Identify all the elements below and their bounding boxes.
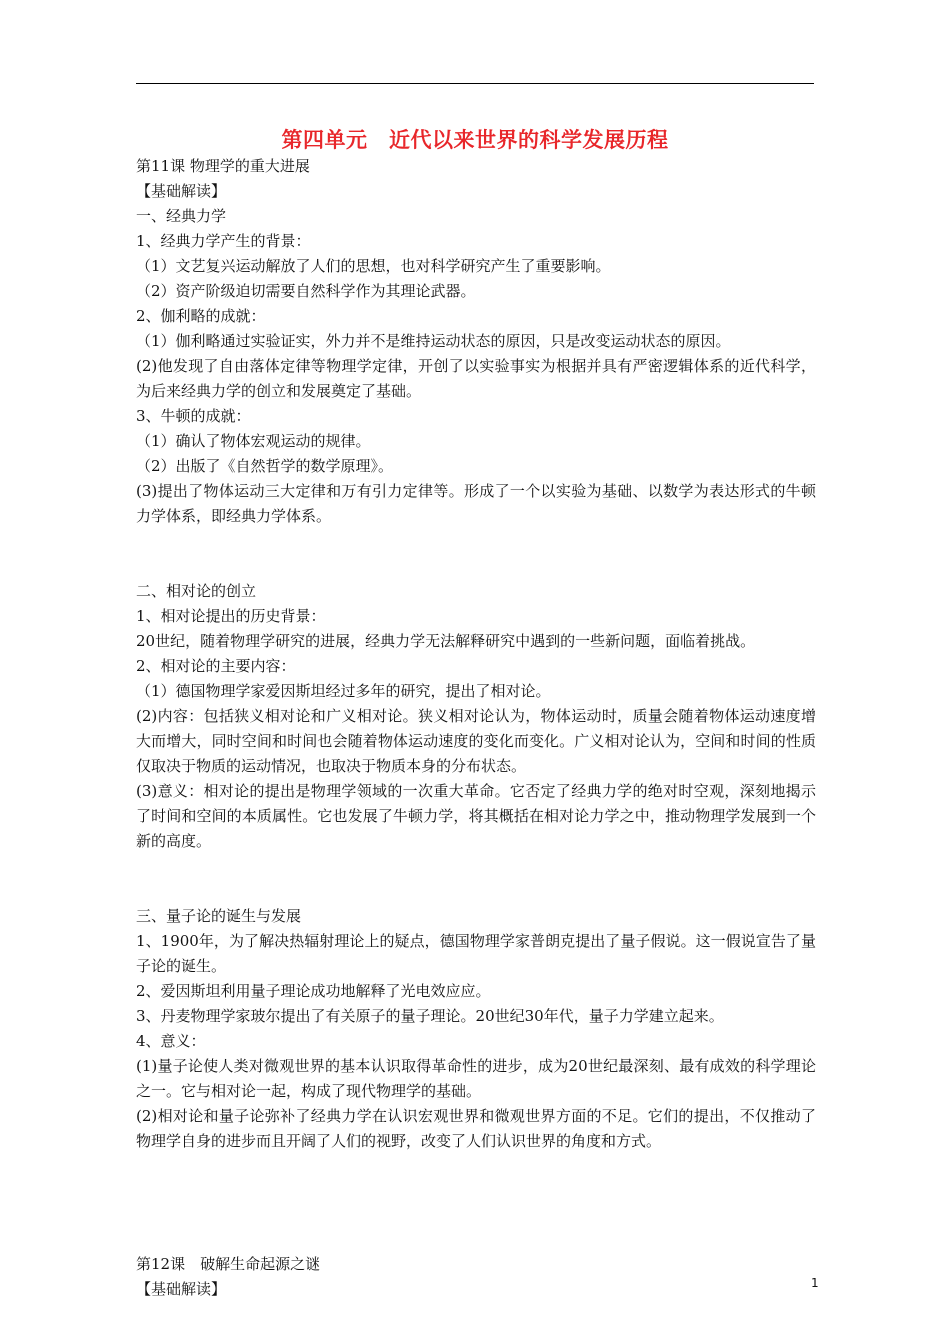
paragraph: 2、爱因斯坦利用量子理论成功地解释了光电效应应。 <box>136 982 491 1000</box>
paragraph: (2)内容：包括狭义相对论和广义相对论。狭义相对论认为，物体运动时，质量会随着物体运动速度增大而增大，同时空间和时间也会随着物体运动速度的变化而变化。广义相对论认为，空间和时间的性质仅取决于物质的运动情况，也取决于物质本身的分布状态。 <box>136 707 816 775</box>
section-title: 三、量子论的诞生与发展 <box>136 907 302 925</box>
paragraph: （2）出版了《自然哲学的数学原理》。 <box>136 457 394 475</box>
section-label: 【基础解读】 <box>136 182 227 200</box>
spacer <box>136 529 816 579</box>
paragraph: 3、牛顿的成就： <box>136 407 251 425</box>
paragraph: (3)提出了物体运动三大定律和万有引力定律等。形成了一个以实验为基础、以数学为表达形式的牛顿力学体系，即经典力学体系。 <box>136 482 816 525</box>
paragraph: （2）资产阶级迫切需要自然科学作为其理论武器。 <box>136 282 476 300</box>
document-body <box>136 154 816 1302</box>
header-rule <box>136 83 814 84</box>
paragraph: 20世纪，随着物理学研究的进展，经典力学无法解释研究中遇到的一些新问题，面临着挑战。 <box>136 632 756 650</box>
lesson-heading: 第11课 物理学的重大进展 <box>136 157 310 175</box>
paragraph: （1）伽利略通过实验证实，外力并不是维持运动状态的原因，只是改变运动状态的原因。 <box>136 332 731 350</box>
section-title: 二、相对论的创立 <box>136 582 257 600</box>
paragraph: 2、伽利略的成就： <box>136 307 266 325</box>
paragraph: （1）确认了物体宏观运动的规律。 <box>136 432 371 450</box>
spacer <box>136 1154 816 1252</box>
unit-title: 第四单元 近代以来世界的科学发展历程 <box>281 128 669 152</box>
paragraph: (1)量子论使人类对微观世界的基本认识取得革命性的进步，成为20世纪最深刻、最有成效的科学理论之一。它与相对论一起，构成了现代物理学的基础。 <box>136 1057 816 1100</box>
paragraph: 3、丹麦物理学家玻尔提出了有关原子的量子理论。20世纪30年代，量子力学建立起来。 <box>136 1007 724 1025</box>
paragraph: (2)他发现了自由落体定律等物理学定律，开创了以实验事实为根据并具有严密逻辑体系的近代科学，为后来经典力学的创立和发展奠定了基础。 <box>136 357 816 400</box>
paragraph: （1）德国物理学家爱因斯坦经过多年的研究，提出了相对论。 <box>136 682 551 700</box>
paragraph: (3)意义：相对论的提出是物理学领域的一次重大革命。它否定了经典力学的绝对时空观，深刻地揭示了时间和空间的本质属性。它也发展了牛顿力学，将其概括在相对论力学之中，推动物理学发展到一个新的高度。 <box>136 782 816 850</box>
paragraph: 1、相对论提出的历史背景： <box>136 607 326 625</box>
spacer <box>136 854 816 904</box>
page-number: 1 <box>811 1276 819 1290</box>
paragraph: 1、1900年，为了解决热辐射理论上的疑点，德国物理学家普朗克提出了量子假说。这一假说宣告了量子论的诞生。 <box>136 932 816 975</box>
paragraph: (2)相对论和量子论弥补了经典力学在认识宏观世界和微观世界方面的不足。它们的提出，不仅推动了物理学自身的进步而且开阔了人们的视野，改变了人们认识世界的角度和方式。 <box>136 1107 816 1150</box>
paragraph: 1、经典力学产生的背景： <box>136 232 311 250</box>
paragraph: 2、相对论的主要内容： <box>136 657 296 675</box>
section-label: 【基础解读】 <box>136 1280 227 1298</box>
paragraph: 4、意义： <box>136 1032 206 1050</box>
lesson-heading: 第12课 破解生命起源之谜 <box>136 1255 321 1273</box>
paragraph: （1）文艺复兴运动解放了人们的思想，也对科学研究产生了重要影响。 <box>136 257 611 275</box>
section-title: 一、经典力学 <box>136 207 227 225</box>
